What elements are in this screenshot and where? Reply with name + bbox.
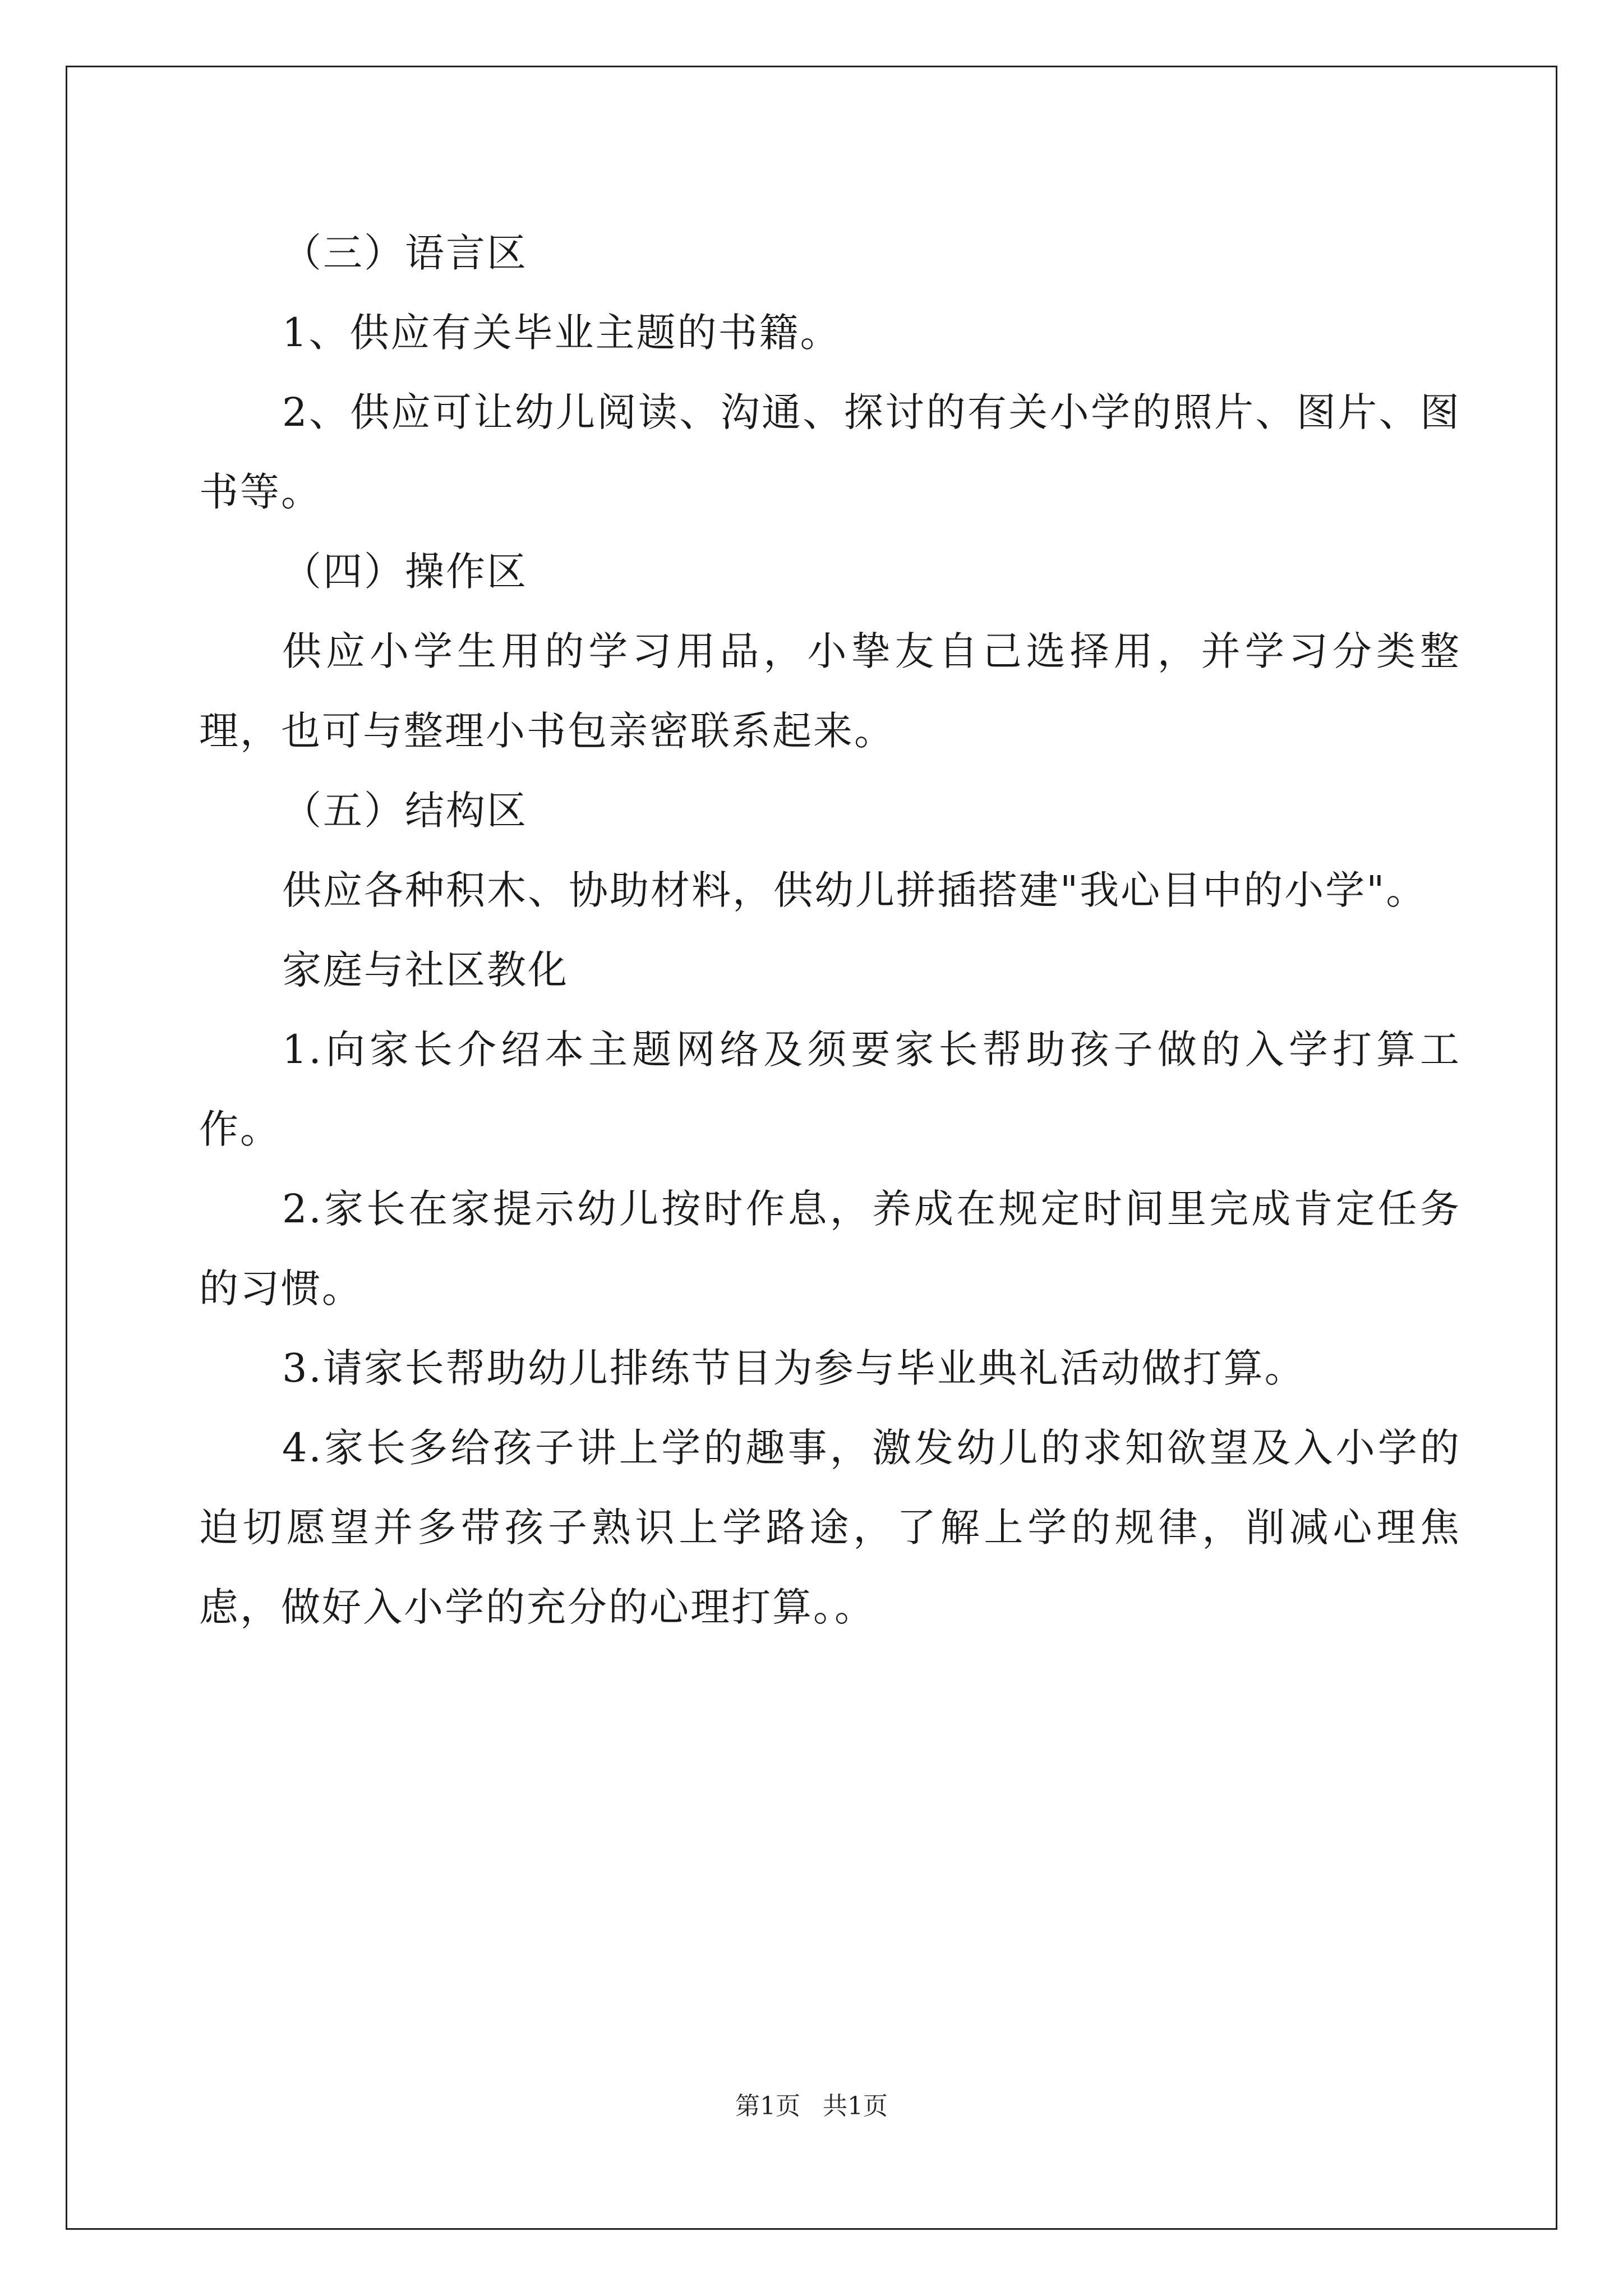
heading-language-area: （三）语言区 — [282, 230, 528, 276]
page-footer — [0, 2090, 1623, 2123]
paragraph: 2.家长在家提示幼儿按时作息，养成在规定时间里完成肯定任务的习惯。 — [199, 1186, 1461, 1312]
paragraph: 3.请家长帮助幼儿排练节目为参与毕业典礼活动做打算。 — [282, 1345, 1306, 1391]
page-total: 共1页 — [823, 2092, 888, 2120]
heading-structure-area: （五）结构区 — [282, 788, 528, 834]
page-number: 第1页 — [735, 2092, 800, 2120]
paragraph: 供应各种积木、协助材料，供幼儿拼插搭建"我心目中的小学"。 — [282, 867, 1427, 913]
heading-family-community: 家庭与社区教化 — [282, 947, 569, 993]
paragraph: 1.向家长介绍本主题网络及须要家长帮助孩子做的入学打算工作。 — [199, 1027, 1461, 1152]
paragraph: 供应小学生用的学习用品，小挚友自己选择用，并学习分类整理，也可与整理小书包亲密联系起来。 — [199, 628, 1461, 754]
document-body — [199, 213, 1461, 1647]
paragraph: 2、供应可让幼儿阅读、沟通、探讨的有关小学的照片、图片、图书等。 — [199, 389, 1461, 515]
paragraph: 1、供应有关毕业主题的书籍。 — [282, 310, 841, 356]
heading-operation-area: （四）操作区 — [282, 549, 528, 595]
paragraph: 4.家长多给孩子讲上学的趣事，激发幼儿的求知欲望及入小学的迫切愿望并多带孩子熟识上学路途，了解上学的规律，削减心理焦虑，做好入小学的充分的心理打算。。 — [199, 1425, 1461, 1630]
